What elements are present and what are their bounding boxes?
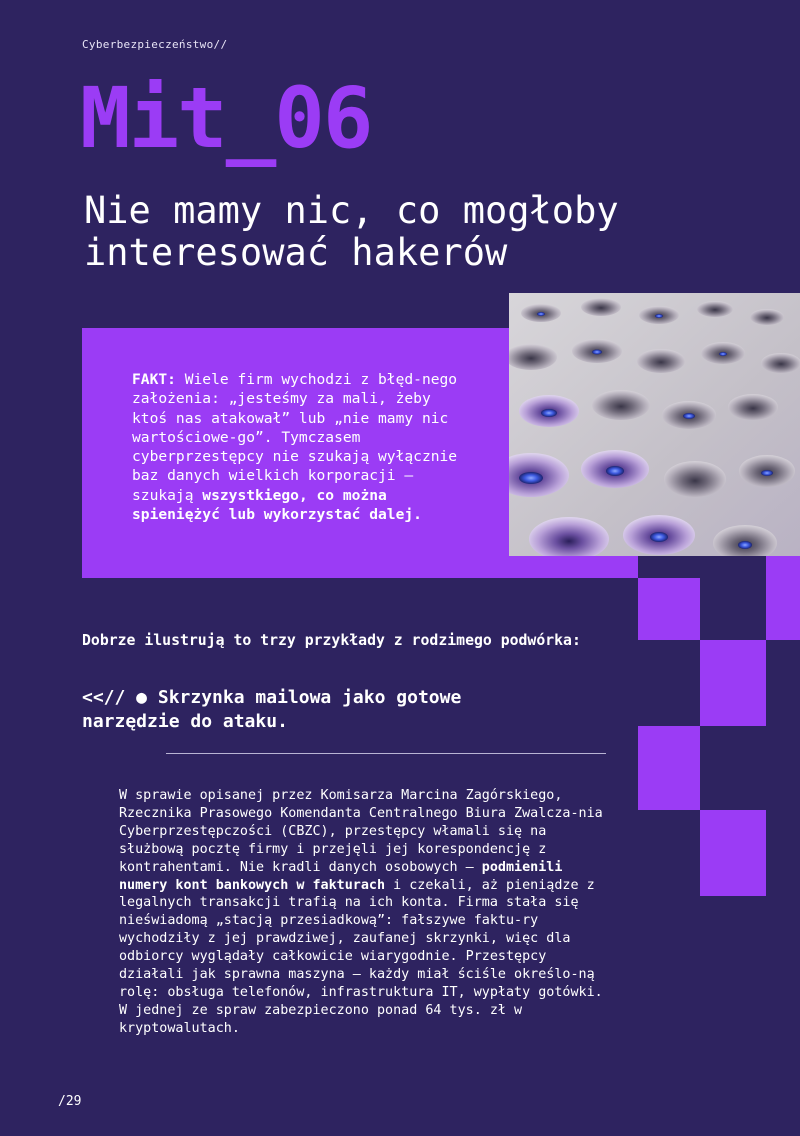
example-text-2: i czekali, aż pieniądze z legalnych transakcji trafią na ich konta. Firma stała się nieświadomą „stacją przesiadkową”: fałszywe faktu-ry wychodziły z jej prawdziwej, zaufanej skrzynki, więc dla odbiorcy wyglądały całkowicie wiarygodnie. Przestępcy działali jak sprawna maszyna – każdy miał ściśle określo-ną rolę: obsługa telefonów, infrastruktura IT, wypłaty gotówki. W jednej ze spraw zabezpieczono ponad 64 tys. zł w kryptowalutach. bbox=[119, 877, 603, 1036]
fact-label: FAKT: bbox=[132, 371, 176, 388]
dimples-pattern bbox=[509, 293, 800, 556]
example-highlight: podmienili numery kont bankowych w fakturach bbox=[119, 859, 563, 893]
pixel-square bbox=[766, 556, 800, 640]
page-subtitle: Nie mamy nic, co mogłoby interesować hakerów bbox=[84, 189, 619, 274]
intro-line: Dobrze ilustrują to trzy przykłady z rodzimego podwórka: bbox=[82, 632, 581, 649]
pixel-square bbox=[638, 726, 700, 810]
page-number: /29 bbox=[58, 1094, 82, 1109]
fact-body: Wiele firm wychodzi z błęd-nego założenia: „jesteśmy za mali, żeby ktoś nas atakował” lub „nie mamy nic wartościowe-go”. Tymczasem cyberprzestępcy nie szukają wyłącznie baz danych wielkich korporacji – szukają bbox=[132, 371, 458, 504]
fact-highlight: wszystkiego, co można spieniężyć lub wykorzystać dalej. bbox=[132, 486, 422, 524]
fact-text bbox=[132, 370, 472, 524]
divider bbox=[166, 753, 606, 754]
example-heading: <<// ● Skrzynka mailowa jako gotowe narzędzie do ataku. bbox=[82, 687, 462, 732]
pixel-square bbox=[638, 578, 700, 640]
pixel-square bbox=[700, 810, 766, 896]
example-body bbox=[119, 787, 609, 1038]
page-title: Mit_06 bbox=[80, 69, 372, 167]
abstract-3d-image bbox=[509, 293, 800, 556]
example-text-1: W sprawie opisanej przez Komisarza Marcina Zagórskiego, Rzecznika Prasowego Komendanta Centralnego Biura Zwalcza-nia Cyberprzestępczości (CBZC), przestępcy włamali się na służbową pocztę firmy i przejęli jej korespondencję z kontrahentami. Nie kradli danych osobowych – bbox=[119, 788, 603, 875]
section-label: Cyberbezpieczeństwo// bbox=[82, 38, 228, 51]
pixel-square bbox=[700, 640, 766, 726]
